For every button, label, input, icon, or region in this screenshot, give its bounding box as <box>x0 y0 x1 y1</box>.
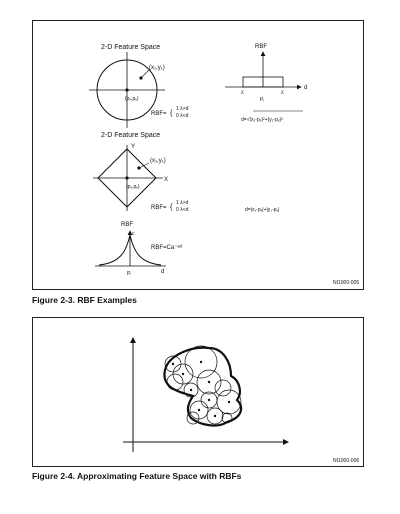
exp-plot-x-label: d <box>161 269 165 275</box>
diamond-center-point <box>125 176 128 179</box>
exp-rbf-plot <box>95 222 182 277</box>
rbf-center <box>198 409 200 411</box>
rect-plot-right-tick: λ <box>281 90 284 96</box>
diamond-example-title: 2-D Feature Space <box>101 132 161 139</box>
diamond-y-axis-label: Y <box>131 144 136 150</box>
rbf-center <box>172 363 174 365</box>
rbf-circle <box>187 412 199 424</box>
diamond-rbf-case-0: 0 λ<d <box>176 207 189 213</box>
rbf-centers <box>172 361 230 417</box>
diamond-rbf-case-1: 1 λ>d <box>176 200 189 206</box>
rbf-center <box>228 401 230 403</box>
circle-rbf-case-1: 1 λ>d <box>176 106 189 112</box>
diamond-rbf-prefix: RBF= <box>151 205 167 211</box>
figure-2-3-caption: Figure 2-3. RBF Examples <box>32 295 137 305</box>
diamond-x-axis-label: X <box>164 177 169 183</box>
diamond-center-label: (pₓ,pᵧ) <box>126 184 140 190</box>
exp-plot-center-tick: Pᵢ <box>127 271 132 277</box>
figure-2-3-panel <box>32 20 364 290</box>
figure-2-3-code: NI1000-005 <box>333 280 360 286</box>
figure-2-4-caption: Figure 2-4. Approximating Feature Space with RBFs <box>32 471 242 481</box>
exp-rbf-formula: RBF=Ca⁻ᵃᵈ <box>151 245 182 251</box>
figure-2-4-panel <box>32 317 364 467</box>
circle-example-title: 2-D Feature Space <box>101 44 161 51</box>
rbf-circle <box>215 380 231 396</box>
diamond-feature-space <box>93 132 279 213</box>
rbf-center <box>190 389 192 391</box>
circle-point-label: (x₁,y₁) <box>149 65 165 71</box>
svg-text:{: { <box>170 110 173 117</box>
manhattan-distance-formula: d=|x₁-pₓ|+|y₁-pᵧ| <box>245 207 280 213</box>
rect-plot-left-tick: λ <box>241 90 244 96</box>
figure-2-4-diagram <box>33 318 363 466</box>
rbf-center <box>200 361 202 363</box>
figure-2-4-code: NI1000-006 <box>333 458 360 464</box>
rbf-circle <box>167 374 183 390</box>
circle-rbf-prefix: RBF= <box>151 111 167 117</box>
euclidean-distance-formula: d=√(x₁-pₓ)²+(y₁-pᵧ)² <box>241 117 283 123</box>
rbf-circles <box>165 346 241 424</box>
circle-center-label: (pₓ,pᵧ) <box>125 96 139 102</box>
circle-rbf-case-0: 0 λ<d <box>176 113 189 119</box>
figure-2-3-diagram <box>33 21 363 289</box>
rbf-center <box>208 381 210 383</box>
rbf-center <box>214 415 216 417</box>
rect-plot-center-tick: Pᵢ <box>260 97 265 103</box>
rect-rbf-plot <box>225 44 307 123</box>
circle-feature-space <box>89 44 189 128</box>
rect-plot-x-label: d <box>304 85 308 91</box>
exp-plot-peak-label: c <box>132 231 135 237</box>
circle-center-point <box>125 88 128 91</box>
rbf-center <box>208 399 210 401</box>
svg-text:{: { <box>170 204 173 211</box>
diamond-point-label: (x₁,y₁) <box>150 158 166 164</box>
rbf-center <box>182 373 184 375</box>
rect-plot-y-label: RBF <box>255 44 267 50</box>
exp-plot-y-label: RBF <box>121 222 133 228</box>
